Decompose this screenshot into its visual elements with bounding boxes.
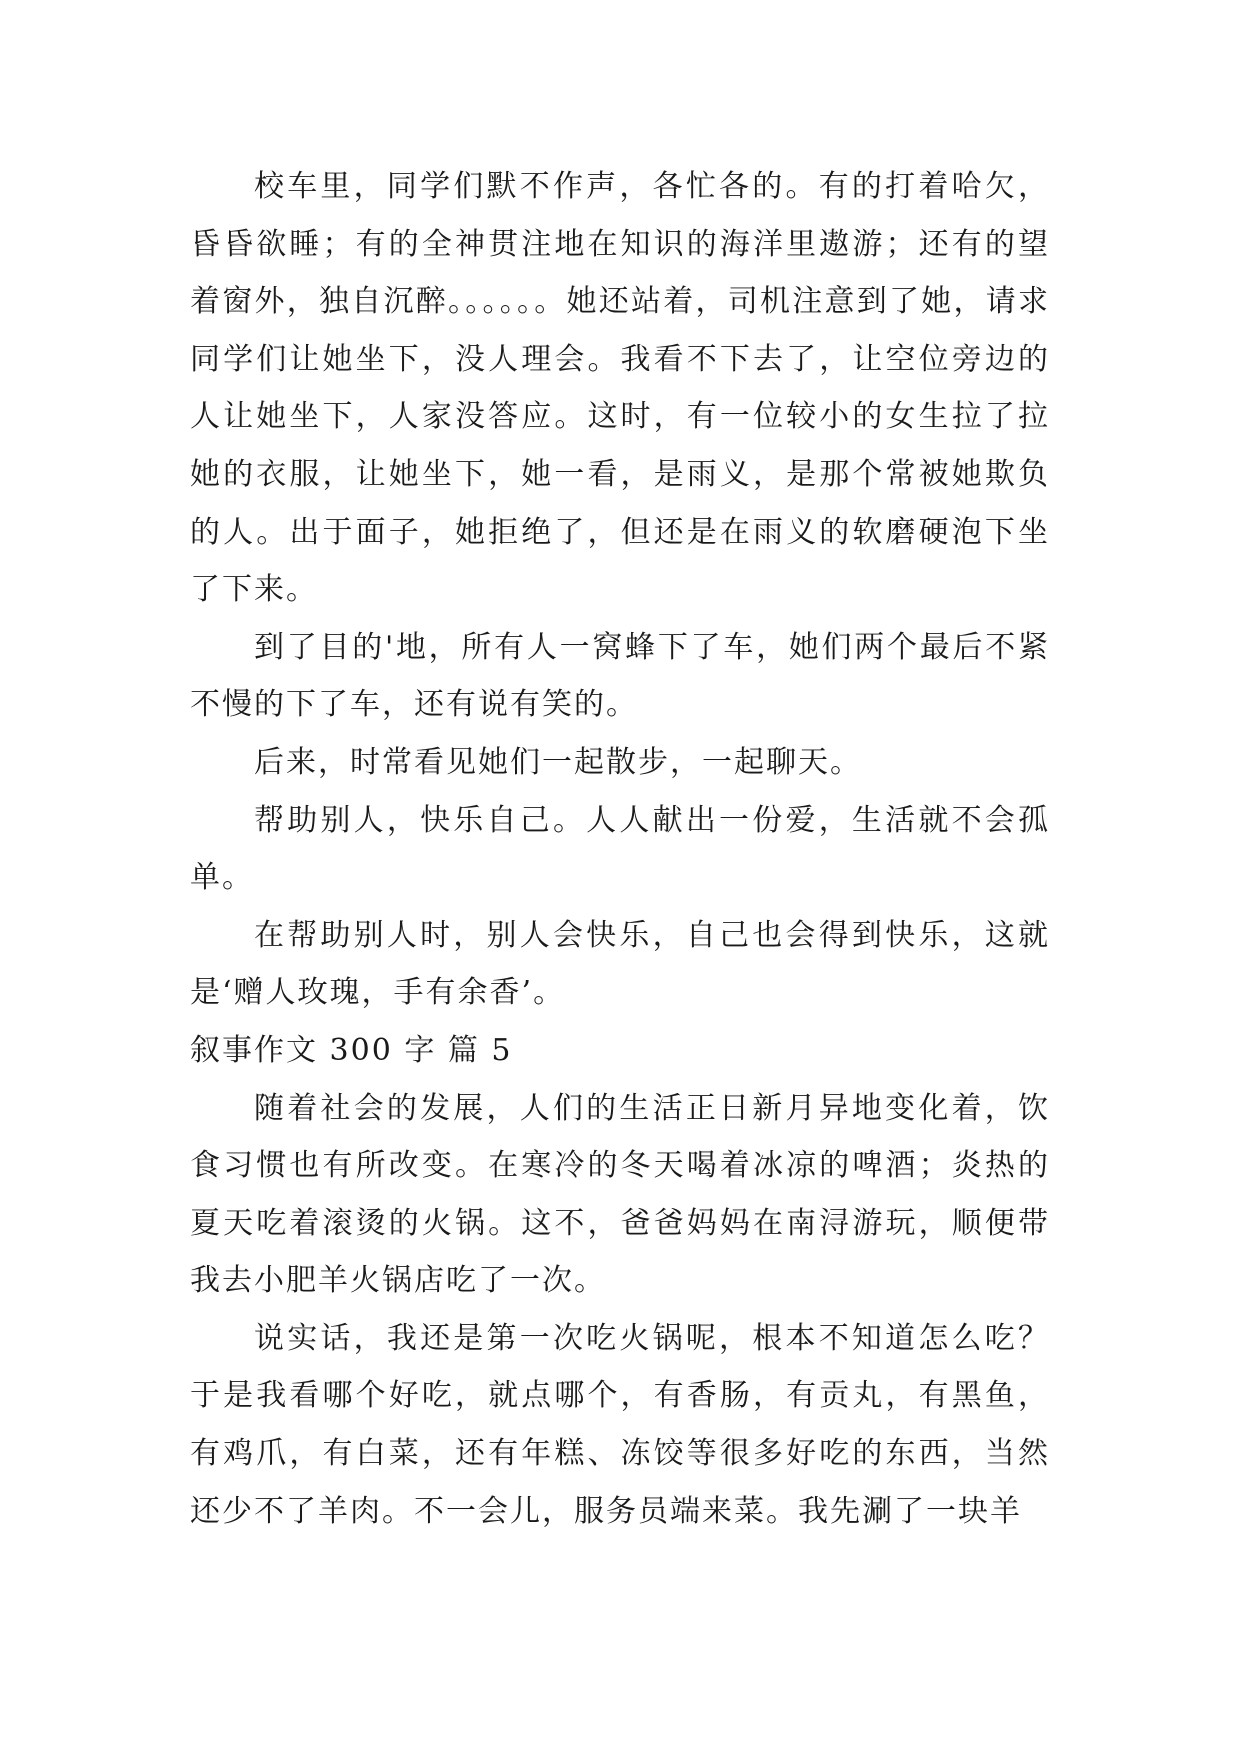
document-body <box>190 158 1050 1540</box>
paragraph-school-bus: 校车里，同学们默不作声，各忙各的。有的打着哈欠，昏昏欲睡；有的全神贯注地在知识的海洋里遨游；还有的望着窗外，独自沉醉。。。。。。她还站着，司机注意到了她，请求同学们让她坐下，没人理会。我看不下去了，让空位旁边的人让她坐下，人家没答应。这时，有一位较小的女生拉了拉她的衣服，让她坐下，她一看，是雨义，是那个常被她欺负的人。出于面子，她拒绝了，但还是在雨义的软磨硬泡下坐了下来。 <box>190 169 1050 608</box>
paragraph-arrival: 到了目的'地，所有人一窝蜂下了车，她们两个最后不紧不慢的下了车，还有说有笑的。 <box>190 629 1050 723</box>
section-heading: 叙事作文 300 字 篇 5 <box>190 1032 513 1068</box>
paragraph-afterwards: 后来，时常看见她们一起散步，一起聊天。 <box>254 744 862 780</box>
paragraph-help-others: 帮助别人，快乐自己。人人献出一份爱，生活就不会孤单。 <box>190 802 1050 896</box>
paragraph-society: 随着社会的发展，人们的生活正日新月异地变化着，饮食习惯也有所改变。在寒冷的冬天喝着冰凉的啤酒；炎热的夏天吃着滚烫的火锅。这不，爸爸妈妈在南浔游玩，顺便带我去小肥羊火锅店吃了一次。 <box>190 1090 1050 1299</box>
paragraph-hotpot: 说实话，我还是第一次吃火锅呢，根本不知道怎么吃？于是我看哪个好吃，就点哪个，有香肠，有贡丸，有黑鱼，有鸡爪，有白菜，还有年糕、冻饺等很多好吃的东西，当然还少不了羊肉。不一会儿，服务员端来菜。我先涮了一块羊 <box>190 1320 1050 1529</box>
paragraph-roses: 在帮助别人时，别人会快乐，自己也会得到快乐，这就是‘赠人玫瑰，手有余香’。 <box>190 917 1050 1011</box>
